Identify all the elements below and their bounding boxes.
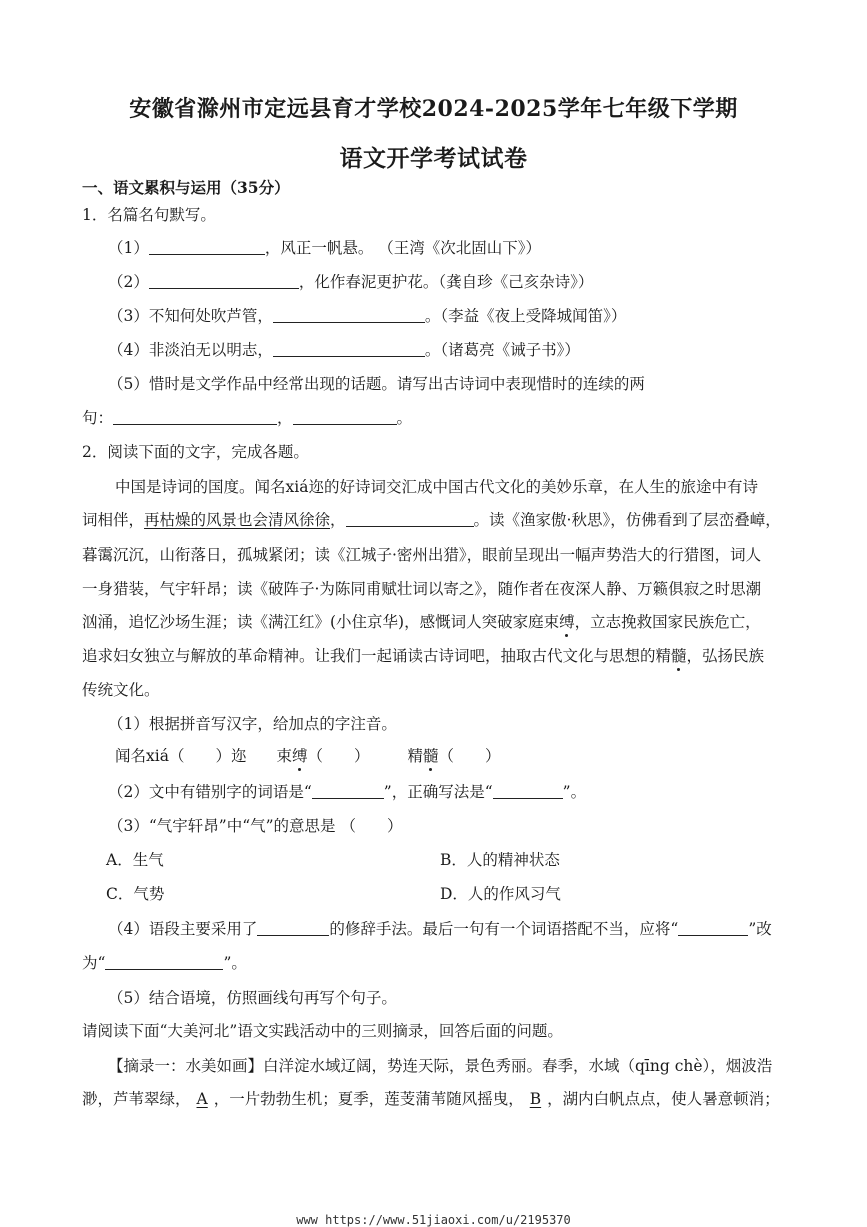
q2-passage-blank[interactable] xyxy=(346,510,474,527)
option-c[interactable]: C．气势 xyxy=(106,885,165,903)
dotted-char-fu: 缚 xyxy=(559,613,575,631)
excerpt-1-pre: 渺，芦苇翠绿， xyxy=(82,1090,191,1108)
q2-sub2-blank-correct[interactable] xyxy=(493,782,563,799)
q2-passage-line6 xyxy=(82,646,764,666)
q1-item-1-post: ，风正一帆悬。 （王湾《次北固山下》） xyxy=(264,239,542,257)
q3-intro: 请阅读下面“大美河北”语文实践活动中的三则摘录，回答后面的问题。 xyxy=(82,1022,563,1040)
q2-sub4b-pre: 为“ xyxy=(82,954,106,972)
q1-item-4 xyxy=(108,340,580,360)
q1-item-2-post: ，化作春泥更护花。（龚自珍《己亥杂诗》） xyxy=(298,273,594,291)
q2-sub1-item-c-post: （ ） xyxy=(438,747,501,765)
q2-sub4-line1 xyxy=(108,919,772,939)
excerpt-1-post: ，湖内白帆点点，使人暑意顿消； xyxy=(547,1090,780,1108)
q2-sub4-mid: 的修辞手法。最后一句有一个词语搭配不当，应将“ xyxy=(329,920,679,938)
q2-passage-line1: 中国是诗词的国度。闻名xiá迩的好诗词交汇成中国古代文化的美妙乐章，在人生的旅途中有诗 xyxy=(115,478,758,496)
q2-sub4-blank-replacement[interactable] xyxy=(105,953,223,970)
q1-item-4-pre: （4）非淡泊无以明志， xyxy=(108,341,273,359)
q2-sub4-blank-word[interactable] xyxy=(678,919,748,936)
q2-p5-pre: 汹涌，追忆沙场生涯；读《满江红》(小住京华)，感慨词人突破家庭束 xyxy=(82,613,560,631)
q1-item-5-line2 xyxy=(82,408,412,428)
q2-sub1-dotted-fu: 缚 xyxy=(291,747,308,765)
q1-item-5-pre: 句： xyxy=(82,409,114,427)
q2-passage-line5 xyxy=(82,612,761,632)
excerpt-1-line2 xyxy=(82,1089,780,1109)
q2-p6-pre: 追求妇女独立与解放的革命精神。让我们一起诵读古诗词吧，抽取古代文化与思想的精 xyxy=(82,647,672,665)
q2-sub1-dotted-sui: 髓 xyxy=(423,747,439,765)
q2-p2-pre: 词相伴， xyxy=(82,511,145,529)
q2-sub2-pre: （2）文中有错别字的词语是“ xyxy=(108,783,312,801)
footer-watermark-url: www https://www.51jiaoxi.com/u/2195370 xyxy=(296,1213,571,1227)
excerpt-1-line1: 【摘录一：水美如画】白洋淀水域辽阔，势连天际，景色秀丽。春季，水域（qīng chè），烟波浩 xyxy=(108,1057,773,1075)
q1-blank-1[interactable] xyxy=(149,238,265,255)
q2-sub1-items xyxy=(115,746,501,766)
q2-sub2-post: ”。 xyxy=(562,783,587,801)
q2-sub4-pre: （4）语段主要采用了 xyxy=(108,920,258,938)
q1-item-5-post: 。 xyxy=(396,409,413,427)
q1-item-4-post: 。（诸葛亮《诫子书》） xyxy=(424,341,580,359)
option-a[interactable]: A．生气 xyxy=(106,851,164,869)
dotted-char-sui: 髓 xyxy=(671,647,687,665)
q1-blank-2[interactable] xyxy=(149,272,299,289)
q2-stem: 2．阅读下面的文字，完成各题。 xyxy=(82,443,309,461)
blank-a-label[interactable]: A xyxy=(196,1090,208,1108)
q1-item-3-pre: （3）不知何处吹芦管， xyxy=(108,307,273,325)
q2-sub1-item-b-post: （ ） xyxy=(307,747,370,765)
excerpt-1-mid: ，一片勃勃生机；夏季，莲芰蒲苇随风摇曳， xyxy=(213,1090,524,1108)
q2-sub3-stem: （3）“气宇轩昂”中“气”的意思是 （ ） xyxy=(108,817,403,835)
q2-sub1-item-a: 闻名xiá（ ）迩 xyxy=(115,747,247,765)
page-subtitle: 语文开学考试试卷 xyxy=(339,145,528,172)
option-b[interactable]: B．人的精神状态 xyxy=(440,851,560,869)
q1-item-1 xyxy=(108,238,541,258)
q2-sub5: （5）结合语境，仿照画线句再写个句子。 xyxy=(108,989,397,1007)
q2-sub4b-post: ”。 xyxy=(223,954,247,972)
q1-blank-5a[interactable] xyxy=(113,408,277,425)
q2-passage-line4: 一身猎装，气宇轩昂；读《破阵子·为陈同甫赋壮词以寄之》，随作者在夜深人静、万籁俱寂之时思潮 xyxy=(82,580,762,598)
q2-passage-line7: 传统文化。 xyxy=(82,681,160,699)
blank-b-label[interactable]: B xyxy=(529,1090,542,1108)
page-title: 安徽省滁州市定远县育才学校2024-2025学年七年级下学期 xyxy=(129,96,738,122)
q1-item-5-line1: （5）惜时是文学作品中经常出现的话题。请写出古诗词中表现惜时的连续的两 xyxy=(108,375,645,393)
q2-sub1-item-b-pre: 束 xyxy=(276,747,292,765)
section-heading: 一、语文累积与运用（35分） xyxy=(82,178,290,197)
q1-item-3-post: 。（李益《夜上受降城闻笛》） xyxy=(424,307,627,325)
q1-blank-5b[interactable] xyxy=(293,408,397,425)
q2-sub2-mid: ”，正确写法是“ xyxy=(383,783,493,801)
option-d[interactable]: D．人的作风习气 xyxy=(440,885,561,903)
q1-stem: 1．名篇名句默写。 xyxy=(82,206,216,224)
q2-sub2 xyxy=(108,782,586,802)
q2-passage-line3: 暮霭沉沉，山衔落日，孤城紧闭；读《江城子·密州出猎》，眼前呈现出一幅声势浩大的行猎图，词人 xyxy=(82,546,762,564)
q1-blank-4[interactable] xyxy=(273,340,425,357)
q1-item-5-mid: ， xyxy=(277,409,293,427)
q1-item-1-pre: （1） xyxy=(108,239,149,257)
q2-underlined-sentence: 再枯燥的风景也会清风徐徐 xyxy=(144,511,331,529)
q2-sub2-blank-wrong[interactable] xyxy=(312,782,384,799)
q2-sub4-blank-rhetoric[interactable] xyxy=(257,919,329,936)
q2-p6-post: ，弘扬民族 xyxy=(686,647,765,665)
q2-p2-mid: ， xyxy=(330,511,346,529)
q1-blank-3[interactable] xyxy=(273,306,425,323)
q1-item-3 xyxy=(108,306,626,326)
q2-sub1-item-c-pre: 精 xyxy=(407,747,424,765)
q2-p2-post: 。读《渔家傲·秋思》，仿佛看到了层峦叠嶂， xyxy=(473,511,781,529)
q2-sub1-stem: （1）根据拼音写汉字，给加点的字注音。 xyxy=(108,715,397,733)
q2-p5-post: ，立志挽救国家民族危亡， xyxy=(574,613,761,631)
q2-sub4-post: ”改 xyxy=(748,920,772,938)
q2-sub4-line2 xyxy=(82,953,247,973)
q1-item-2 xyxy=(108,272,593,292)
q1-item-2-pre: （2） xyxy=(108,273,149,291)
q2-passage-line2 xyxy=(82,510,781,530)
